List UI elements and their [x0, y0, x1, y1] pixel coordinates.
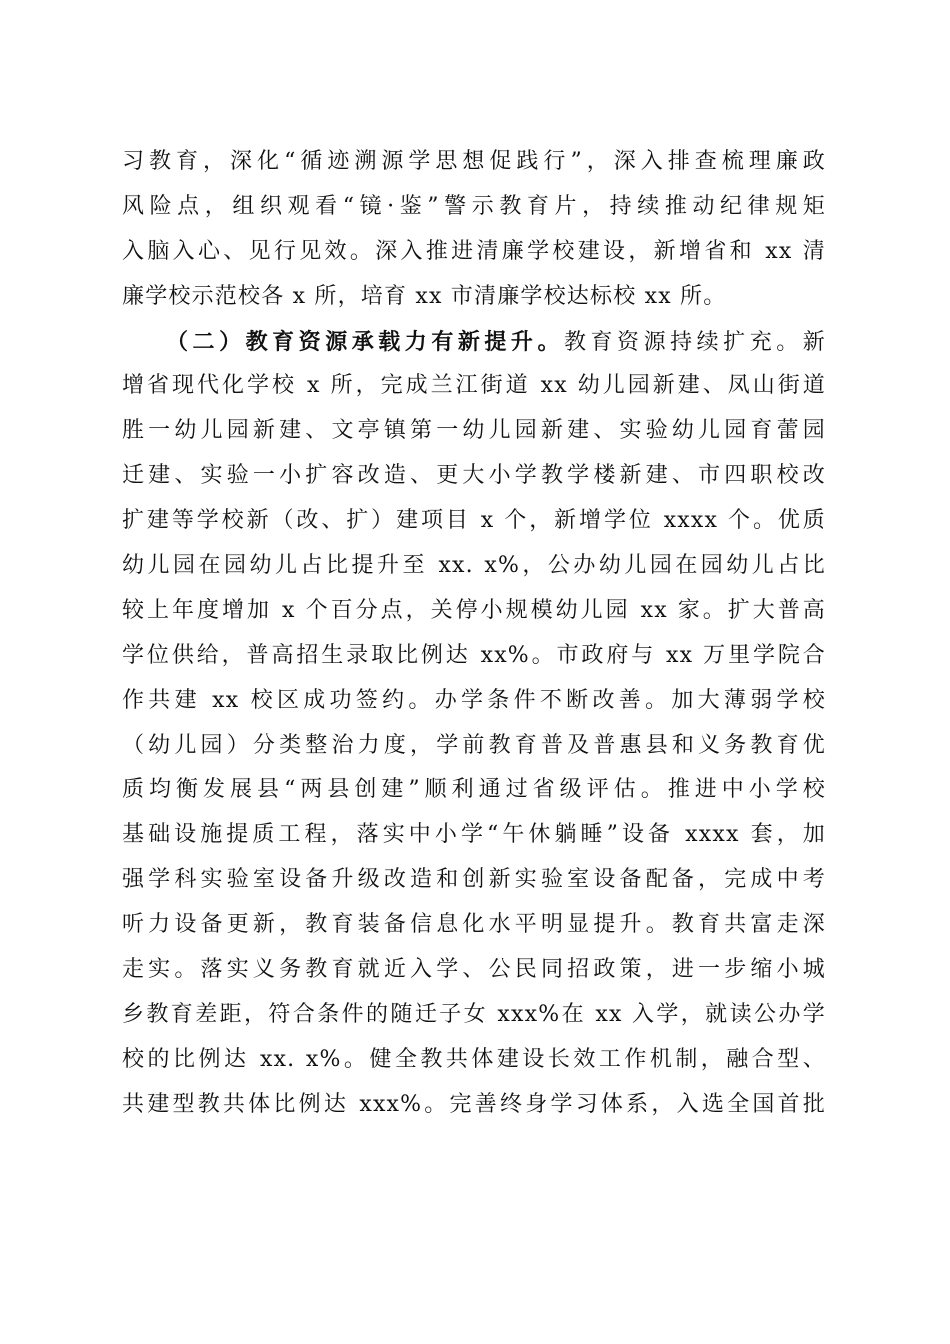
text-line: 风险点，组织观看“镜·鉴”警示教育片，持续推动纪律规矩 [122, 193, 826, 219]
paragraph-first-line [122, 320, 826, 365]
text-line: 校的比例达 xx. x%。健全教共体建设长效工作机制，融合型、 [122, 1046, 826, 1072]
text-line: 共建型教共体比例达 xxx%。完善终身学习体系，入选全国首批 [122, 1091, 826, 1117]
text-line: 迁建、实验一小扩容改造、更大小学教学楼新建、市四职校改 [122, 463, 826, 489]
body-text [122, 140, 826, 1128]
text-line: 基础设施提质工程，落实中小学“午休躺睡”设备 xxxx 套，加 [122, 822, 826, 848]
text-line: 走实。落实义务教育就近入学、公民同招政策，进一步缩小城 [122, 957, 826, 983]
text-line: 习教育，深化“循迹溯源学思想促践行”，深入排查梳理廉政 [122, 149, 826, 174]
text-line: 扩建等学校新（改、扩）建项目 x 个，新增学位 xxxx 个。优质 [122, 508, 826, 534]
text-line: 乡教育差距，符合条件的随迁子女 xxx%在 xx 入学，就读公办学 [122, 1001, 826, 1027]
text-line: 增省现代化学校 x 所，完成兰江街道 xx 幼儿园新建、凤山街道 [122, 373, 826, 399]
text-line: 胜一幼儿园新建、文亭镇第一幼儿园新建、实验幼儿园育蕾园 [122, 418, 826, 444]
text-line: 质均衡发展县“两县创建”顺利通过省级评估。推进中小学校 [122, 777, 826, 803]
text-line: 较上年度增加 x 个百分点，关停小规模幼儿园 xx 家。扩大普高 [122, 597, 826, 623]
text-run: 教育资源持续扩充。新 [563, 329, 826, 355]
text-line: 听力设备更新，教育装备信息化水平明显提升。教育共富走深 [122, 912, 826, 938]
text-line: 入脑入心、见行见效。深入推进清廉学校建设，新增省和 xx 清 [122, 238, 826, 264]
text-line: 幼儿园在园幼儿占比提升至 xx. x%，公办幼儿园在园幼儿占比 [122, 553, 826, 579]
text-line: 作共建 xx 校区成功签约。办学条件不断改善。加大薄弱学校 [122, 687, 826, 713]
text-line: 廉学校示范校各 x 所，培育 xx 市清廉学校达标校 xx 所。 [122, 283, 727, 309]
text-line: 学位供给，普高招生录取比例达 xx%。市政府与 xx 万里学院合 [122, 642, 826, 668]
text-line: （幼儿园）分类整治力度，学前教育普及普惠县和义务教育优 [122, 732, 826, 758]
section-heading: （二）教育资源承载力有新提升。 [166, 328, 564, 355]
text-line: 强学科实验室设备升级改造和创新实验室设备配备，完成中考 [122, 867, 826, 893]
